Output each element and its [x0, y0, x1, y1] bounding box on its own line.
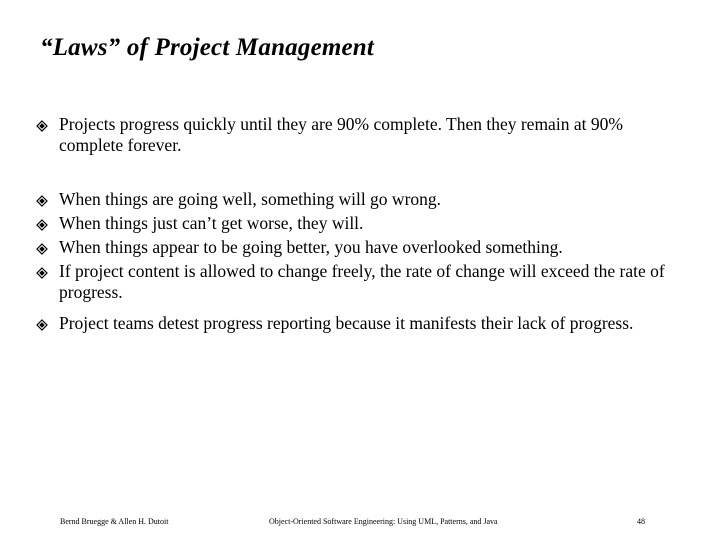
footer-authors: Bernd Bruegge & Allen H. Dutoit	[60, 517, 169, 526]
bullet-text: If project content is allowed to change freely, the rate of change will exceed the rate of progress.	[59, 261, 665, 302]
bullet-text: When things are going well, something will go wrong.	[59, 189, 442, 209]
diamond-bullet-icon	[36, 195, 48, 207]
diamond-bullet-icon	[36, 120, 48, 132]
diamond-bullet-icon	[36, 319, 48, 331]
diamond-bullet-icon	[36, 219, 48, 231]
slide-title: “Laws” of Project Management	[40, 34, 375, 61]
diamond-bullet-icon	[36, 267, 48, 279]
bullet-text: Project teams detest progress reporting because it manifests their lack of progress.	[59, 313, 634, 333]
footer-book-title: Object-Oriented Software Engineering: Using UML, Patterns, and Java	[269, 517, 498, 526]
diamond-bullet-icon	[36, 243, 48, 255]
bullet-text: When things appear to be going better, you have overlooked something.	[59, 237, 563, 257]
bullet-text: When things just can’t get worse, they will.	[59, 213, 364, 233]
page-number: 48	[637, 517, 645, 526]
bullet-text: Projects progress quickly until they are 90% complete. Then they remain at 90% complete forever.	[59, 114, 623, 155]
